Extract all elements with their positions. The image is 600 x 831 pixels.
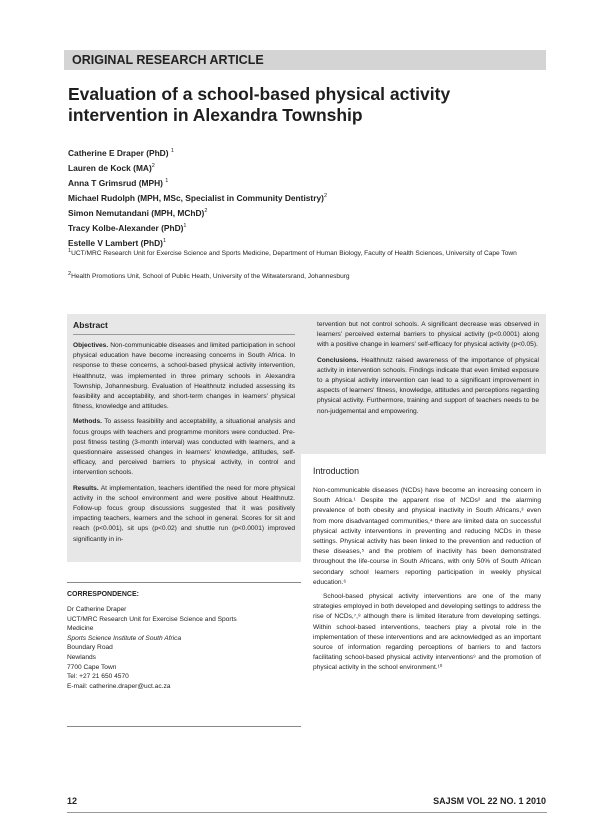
author-affiliation-marker: 2 (151, 163, 155, 170)
correspondence-heading: CORRESPONDENCE: (67, 591, 139, 598)
introduction-section (313, 466, 541, 678)
abstract-right-column (317, 320, 539, 422)
author-affiliation-marker: 1 (162, 238, 167, 245)
author-name: Michael Rudolph (MPH, MSc, Specialist in Community Dentistry) (68, 193, 324, 203)
author-affiliation-marker: 1 (165, 178, 169, 185)
abstract-results (73, 484, 295, 545)
correspondence-line: Newlands (67, 653, 96, 661)
introduction-heading: Introduction (313, 466, 359, 476)
article-title: Evaluation of a school-based physical activity intervention in Alexandra Township (68, 84, 451, 125)
author-affiliation-marker: 1 (170, 148, 174, 155)
article-type-banner: ORIGINAL RESEARCH ARTICLE (64, 50, 546, 70)
introduction-paragraph-1: Non-communicable diseases (NCDs) have become an increasing concern in South Africa.¹ Despite the apparent rise of NCDs² and the alarming prevalence of both obesity and physical inactivity in South Africans,³ even from more disadvantaged communities,⁴ there are limited data on successful physical activity interventions in preventing and reducing NCDs in these settings. Physical activity has been linked to the prevention and reduction of these diseases,⁵ and the problem of inactivity has been demonstrated throughout the life-course in South Africans, with only 50% of South African secondary school learners reporting participation in weekly physical education.⁶ (313, 487, 541, 586)
affiliation-2 (68, 271, 548, 282)
author-name: Simon Nemutandani (MPH, MChD) (68, 208, 205, 218)
author-name: Tracy Kolbe-Alexander (PhD) (68, 223, 184, 233)
author-name: Catherine E Draper (PhD) (68, 148, 169, 158)
author-name: Anna T Grimsrud (MPH) (68, 178, 163, 188)
affiliation-marker: 1 (68, 247, 72, 254)
footer-rule (67, 812, 547, 813)
abstract-left-column (73, 320, 295, 550)
affiliation-text: Health Promotions Unit, School of Public Heath, University of the Witwatersrand, Johannesburg (71, 273, 350, 280)
author-item (68, 161, 548, 176)
author-name: Lauren de Kock (MA) (68, 163, 152, 173)
abstract-heading: Abstract (73, 320, 295, 335)
author-item (68, 191, 548, 206)
results-label: Results. (73, 484, 99, 492)
correspondence-line: Tel: +27 21 650 4570 (67, 673, 129, 681)
objectives-text: Non-communicable diseases and limited participation in school physical education have become increasing concerns in South Africa. In response to these concerns, a school-based physical activity intervention, Healthnutz, was implemented in three primary schools in Alexandra Township, Johannesburg. Evaluation of Healthnutz included assessing its feasibility and acceptability, and short-term changes in learners' physical fitness, knowledge and attitudes. (73, 342, 295, 411)
correspondence-block (67, 582, 267, 691)
results-text: At implementation, teachers identified the need for more physical activity in the school environment and were positive about Healthnutz. Follow-up focus group discussions suggested that it was positively impacting teachers, learners and the school in general. Scores for sit and reach (p<0.001), sit ups (p<0.02) and shuttle run (p<0.0001) improved significantly in in- (73, 484, 296, 543)
author-name: Estelle V Lambert (PhD) (68, 238, 163, 248)
correspondence-line: Sports Science Institute of South Africa (67, 634, 182, 642)
journal-citation: SAJSM VOL 22 NO. 1 2010 (433, 796, 546, 806)
abstract-objectives (73, 341, 295, 412)
abstract-conclusions (317, 356, 539, 417)
author-affiliation-marker: 2 (323, 193, 327, 200)
correspondence-line: UCT/MRC Research Unit for Exercise Science and Sports (67, 615, 237, 623)
author-item (68, 176, 548, 191)
methods-text: To assess feasibility and acceptability, a situational analysis and focus groups with teachers and programme monitors were conducted. Pre-post fitness testing (3-month interval) was conducted with learners, and a questionnaire assessed changes in learners' knowledge, attitudes, self-efficacy, and perceived barriers to physical activity, in control and intervention schools. (73, 418, 295, 477)
conclusions-text: Healthnutz raised awareness of the importance of physical activity in intervention schools. Findings indicate that even limited exposure to a physical activity intervention can lead to a significant improvement in aspects of learners' fitness, knowledge, attitudes and perceptions regarding physical activity. Furthermore, training and support of teachers needs to be non-judgemental and empowering. (317, 356, 539, 415)
affiliation-marker: 2 (68, 270, 72, 277)
objectives-label: Objectives. (73, 342, 109, 349)
page-number: 12 (67, 796, 78, 806)
correspondence-line: 7700 Cape Town (67, 663, 117, 671)
correspondence-top-rule (67, 582, 301, 583)
author-affiliation-marker: 2 (204, 208, 208, 215)
author-item (68, 221, 548, 236)
introduction-paragraph-2: School-based physical activity interventions are one of the many strategies employed in both developed and developing settings to address the rise of NCDs,⁷,⁸ although there is limited literature from developing settings. Within school-based interventions, teachers play a pivotal role in the implementation of these interventions and are acknowledged as an important source of information regarding perceptions of barriers to and factors facilitating school-based physical activity interventions⁹ and the promotion of physical activity in the school environment.¹⁰ (313, 593, 541, 672)
affiliation-1 (68, 248, 548, 259)
methods-label: Methods. (73, 418, 102, 426)
correspondence-line: Boundary Road (67, 644, 113, 652)
author-item (68, 206, 548, 221)
correspondence-line: Medicine (67, 625, 94, 633)
affiliation-text: UCT/MRC Research Unit for Exercise Science and Sports Medicine, Department of Human Biology, Faculty of Health Sciences, University of Cape Town (71, 250, 517, 257)
correspondence-line: Dr Catherine Draper (67, 606, 127, 613)
correspondence-bottom-rule (67, 726, 301, 727)
abstract-methods (73, 417, 295, 478)
correspondence-email[interactable]: E-mail: catherine.draper@uct.ac.za (67, 682, 171, 690)
author-item (68, 146, 548, 161)
author-affiliation-marker: 1 (183, 223, 187, 230)
abstract-results-continued: tervention but not control schools. A significant decrease was observed in learners' perceived external barriers to physical activity (p<0.0001) along with a positive change in learners' self-efficacy for physical activity (p<0.05). (317, 321, 539, 349)
author-list (68, 146, 548, 251)
conclusions-label: Conclusions. (317, 356, 359, 364)
